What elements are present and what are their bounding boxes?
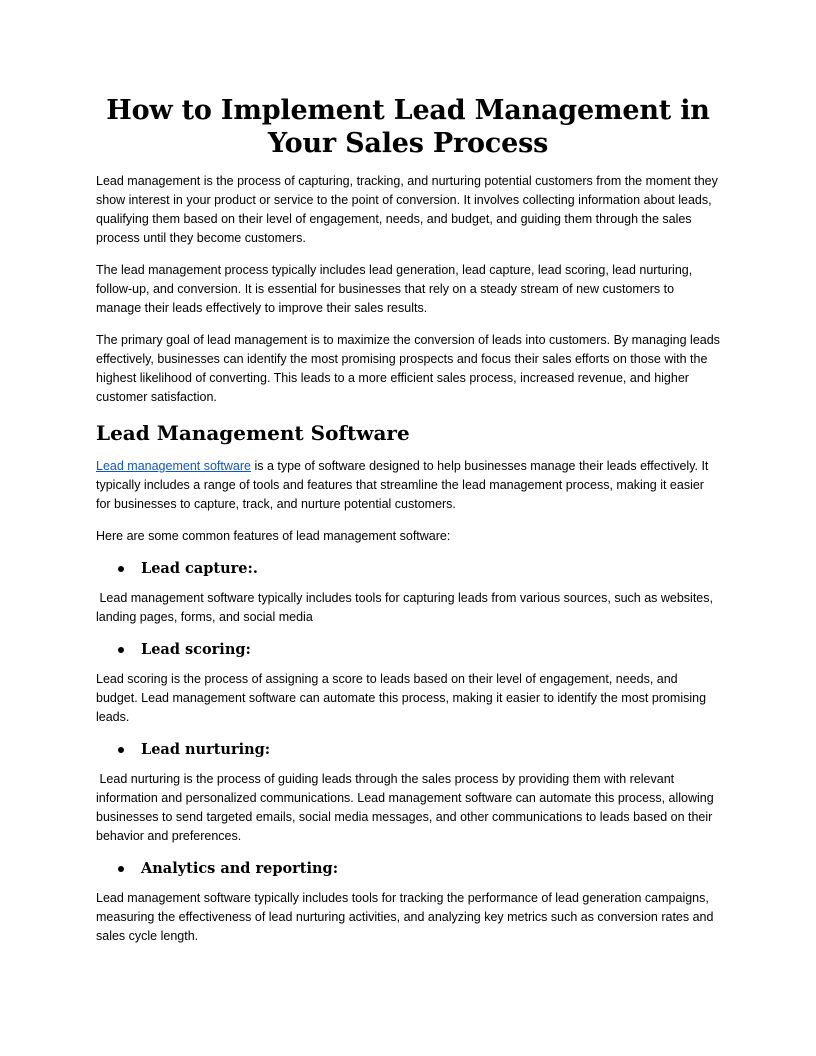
document-page [96,94,724,959]
feature-heading-text: Lead scoring: [141,641,251,658]
bullet-icon [118,747,124,753]
feature-heading-lead-capture [96,559,720,579]
intro-paragraph-3: The primary goal of lead management is to maximize the conversion of leads into customers. By managing leads effectively, businesses can identify the most promising prospects and focus their sales efforts on those with the highest likelihood of converting. This leads to a more efficient sales process, increased revenue, and higher customer satisfaction. [96,333,724,404]
feature-heading-text: Analytics and reporting: [141,860,339,877]
bullet-icon [118,566,124,572]
features-intro: Here are some common features of lead management software: [96,529,451,543]
section-heading: Lead Management Software [96,421,410,445]
lead-management-software-link[interactable]: Lead management software [96,459,251,473]
feature-body-lead-scoring: Lead scoring is the process of assigning a score to leads based on their level of engagement, needs, and budget. Lead management software can automate this process, making it easier to identify the most promising leads. [96,672,710,724]
feature-heading-analytics-reporting [96,859,720,879]
feature-heading-text: Lead nurturing: [141,741,271,758]
feature-body-lead-capture: Lead management software typically includes tools for capturing leads from various sources, such as websites, landing pages, forms, and social media [96,591,717,624]
bullet-icon [118,866,124,872]
bullet-icon [118,647,124,653]
feature-heading-text: Lead capture:. [141,560,258,577]
software-paragraph-text: is a type of software designed to help businesses manage their leads effectively. It typically includes a range of tools and features that streamline the lead management process, making it easier for businesses to capture, track, and nurture potential customers. [96,459,712,511]
software-paragraph [96,457,720,514]
intro-paragraph-2: The lead management process typically includes lead generation, lead capture, lead scoring, lead nurturing, follow-up, and conversion. It is essential for businesses that rely on a steady stream of new customers to manage their leads effectively to improve their sales results. [96,263,696,315]
document-title: How to Implement Lead Management in Your Sales Process [106,95,710,159]
intro-paragraph-1: Lead management is the process of capturing, tracking, and nurturing potential customers from the moment they show interest in your product or service to the point of conversion. It involves collecting information about leads, qualifying them based on their level of engagement, needs, and budget, and guiding them through the sales process until they become customers. [96,174,722,245]
feature-body-lead-nurturing: Lead nurturing is the process of guiding leads through the sales process by providing them with relevant information and personalized communications. Lead management software can automate this process, allowing businesses to send targeted emails, social media messages, and other communications to leads based on their behavior and preferences. [96,772,718,843]
feature-heading-lead-scoring [96,640,720,660]
feature-heading-lead-nurturing [96,740,720,760]
feature-body-analytics-reporting: Lead management software typically includes tools for tracking the performance of lead generation campaigns, measuring the effectiveness of lead nurturing activities, and analyzing key metrics such as conversion rates and sales cycle length. [96,891,717,943]
